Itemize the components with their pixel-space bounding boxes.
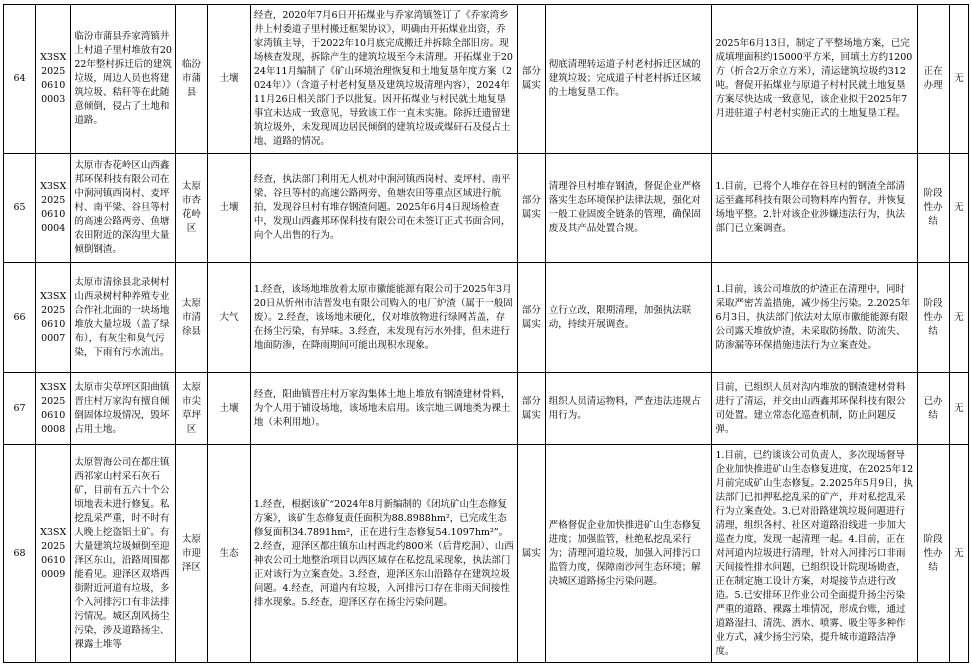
pollution-type: 土壤 [208,154,251,263]
pollution-type: 土壤 [208,5,251,154]
pollution-type: 土壤 [208,373,251,445]
table-row [4,5,969,154]
accountability: 无 [949,5,968,154]
accountability: 无 [949,445,968,663]
rectification-measures: 清理谷旦村堆存钢渣，督促企业严格落实生态环境保护法律法规，强化对一般工业固废全链条的管理，确保固废及其产品处置合规。 [545,154,712,263]
investigation-findings: 1.经查，根据该矿“2024年8月新编制的《闭坑矿山生态修复方案》，该矿生态修复责任面积为88.8988hm²，已完成生态修复面积34.7891hm²，正在进行生态修复54.1097hm²”。2.经查，迎泽区都庄镇东山村西北约800米（后背疙洞）、山西神农公司土地整治项目以西区域存在私挖乱采现象，执法部门正对该行为立案查处。3.经查，迎泽区东山沿路存在建筑垃圾问题。4.经查，河道内有垃圾，入河排污口存在非雨天间接性排水现象。5.经查，迎泽区存在扬尘污染问题。 [250,445,517,663]
progress: 1.目前，已约谈该公司负责人，多次现场督导企业加快推进矿山生态修复进度，在2025年12月前完成矿山生态修复。2.2025年5月9日，执法部门已扣押私挖乱采的矿产，并对私挖乱采行为立案查处。3.已对沿路建筑垃圾问题进行清理，组织各村、社区对道路沿线进一步加大巡查力度，发现一起清理一起。4.目前，正在对河道内垃圾进行清理，针对入河排污口非雨天间接性排水问题，已组织设计院现场勘查，正在制定施工设计方案，对堤接节点进行改造。5.已安排环卫作业公司全面提升扬尘污染严重的道路、裸露土堆情况，形成台账，通过道路湿扫、清洗、洒水、喷雾、吸尘等多种作业方式，减少扬尘污染，提升城市道路洁净度。 [712,445,917,663]
rectification-measures: 组织人员清运物料，严查违法违规占用行为。 [545,373,712,445]
investigation-findings: 经查，执法部门利用无人机对中涧河镇西岗村、麦坪村、南平梁、谷旦等村的高速公路两旁、鱼塘农田等重点区域进行航拍，发现谷旦村有堆存钢渣问题。2025年6月4日现场检查中，发现山西鑫邦环保科技有限公司在未签订正式书面合同，向个人出售的行为。 [250,154,517,263]
progress: 目前，已组织人员对沟内堆放的钢渣建材骨料进行了清运，并交由山西鑫邦环保科技有限公司处置。建立常态化巡查机制，防止问题反弹。 [712,373,917,445]
investigation-findings: 1.经查，该场地堆放着太原市徽能能源有限公司于2025年3月20日从忻州市洁晋发电有限公司购入的电厂炉渣（属于一般固废）。2.经查，该场地未硬化，仅对堆放物进行绿网苫盖，存在扬尘污染，有异味。3.经查，未发现有污水外排，但未进行地面防渗，在降雨期间可能出现积水现象。 [250,263,517,373]
region: 太原市杏花岭区 [176,154,208,263]
row-number: 68 [4,445,36,663]
verdict: 部分属实 [517,154,545,263]
problem-description: 太原智海公司在都庄镇西祁家山村采石灰石矿，目前有五六十个公顷地表未进行修复。私挖乱采严重，时不时有人晚上挖盗铝土矿。有大量建筑垃圾倾倒至迎泽区东山，沿路周围都能看见。迎泽区双塔西街附近河道有垃圾，多个入河排污口有非法排污情况。城区刮风扬尘污染，涉及道路扬尘、裸露土堆等 [71,445,176,663]
row-number: 66 [4,263,36,373]
progress: 2025年6月13日，制定了平整场地方案，已完成填埋面积约15000平方米，回填土方约1200方（折合2万余立方米），清运建筑垃圾约312吨。督促开拓煤业与原道子村村民就土地复垦方案尽快达成一致意见，该企业拟于2025年7月进驻道子村老村实施正式的土地复垦工程。 [712,5,917,154]
case-code: X3SX202506100008 [36,373,71,445]
case-code: X3SX202506100003 [36,5,71,154]
table-row [4,154,969,263]
status: 阶段性办结 [917,445,949,663]
rectification-measures: 彻底清理转运道子村老村拆迁区域的建筑垃圾；完成道子村老村拆迁区域的土地复垦工作。 [545,5,712,154]
rectification-measures: 立行立改，限期清理，加强执法联动，持续开展调查。 [545,263,712,373]
verdict: 部分属实 [517,373,545,445]
region: 太原市清徐县 [176,263,208,373]
investigation-findings: 经查，2020年7月6日开拓煤业与乔家湾镇签订了《乔家湾乡井上村委道子里村搬迁框架协议》，明确由开拓煤业出资，乔家湾镇主导，于2022年10月底完成搬迁并拆除全部旧房。现场核查发现，拆除产生的建筑垃圾至今未清理。开拓煤业于2024年11月编制了《矿山环境治理恢复和土地复垦年度方案（2024年）》（含道子村老村复垦及建筑垃圾清理内容），2024年11月26日相关部门予以批复。因开拓煤业与村民就土地复垦事宜未达成一致意见，导致该工作一直未实施。除拆迁遗留建筑垃圾外，未发现周边居民倾倒的建筑垃圾或煤矸石及侵占土地、道路的情况。 [250,5,517,154]
region: 临汾市蒲县 [176,5,208,154]
rectification-measures: 严格督促企业加快推进矿山生态修复进度；加强监管，杜绝私挖乱采行为；清理河道垃圾，加强入河排污口监管力度，保障南沙河生态环境；解决城区道路扬尘污染问题。 [545,445,712,663]
status: 阶段性办结 [917,263,949,373]
case-code: X3SX202506100004 [36,154,71,263]
row-number: 67 [4,373,36,445]
complaint-table [3,4,969,663]
region: 太原市迎泽区 [176,445,208,663]
problem-description: 太原市尖草坪区阳曲镇晋庄村万家沟有擅自倾倒固体垃圾情况，毁坏占用土地。 [71,373,176,445]
table-row [4,373,969,445]
row-number: 65 [4,154,36,263]
status: 正在办理 [917,5,949,154]
problem-description: 太原市杏花岭区山西鑫邦环保科技有限公司在中涧河镇西岗村、麦坪村、南平梁、谷旦等村的高速公路两旁、鱼塘农田附近的深沟里大量倾倒钢渣。 [71,154,176,263]
verdict: 属实 [517,445,545,663]
pollution-type: 大气 [208,263,251,373]
region: 太原市尖草坪区 [176,373,208,445]
accountability: 无 [949,154,968,263]
case-code: X3SX202506100009 [36,445,71,663]
row-number: 64 [4,5,36,154]
table-row [4,263,969,373]
verdict: 部分属实 [517,5,545,154]
status: 阶段性办结 [917,154,949,263]
accountability: 无 [949,263,968,373]
table-row [4,445,969,663]
case-code: X3SX202506100007 [36,263,71,373]
accountability: 无 [949,373,968,445]
problem-description: 太原市清徐县北录树村山西录树村种养殖专业合作社北面的一块场地堆放大量垃圾（盖了绿布），有灰尘和臭气污染，下雨有污水流出。 [71,263,176,373]
progress: 1.目前，该公司堆放的炉渣正在清理中，同时采取严密苫盖措施，减少扬尘污染。2.2025年6月3日，执法部门依法对太原市徽能能源有限公司露天堆放炉渣，未采取防扬散、防流失、防渗漏等环保措施违法行为立案查处。 [712,263,917,373]
verdict: 部分属实 [517,263,545,373]
status: 已办结 [917,373,949,445]
pollution-type: 生态 [208,445,251,663]
problem-description: 临汾市蒲县乔家湾镇井上村道子里村堆放有2022年整村拆迁后的建筑垃圾，周边人员也将建筑垃圾、秸秆等在此随意倾倒，侵占了土地和道路。 [71,5,176,154]
investigation-findings: 经查，阳曲镇晋庄村万家沟集体土地上堆放有钢渣建材骨料，为个人用于铺设场地，该场地未启用。该宗地三调地类为裸土地（未利用地）。 [250,373,517,445]
progress: 1.目前，已将个人堆存在谷旦村的钢渣全部清运至鑫邦科技有限公司物料库内暂存，并恢复场地平整。2.针对该企业涉嫌违法行为，执法部门已立案调查。 [712,154,917,263]
